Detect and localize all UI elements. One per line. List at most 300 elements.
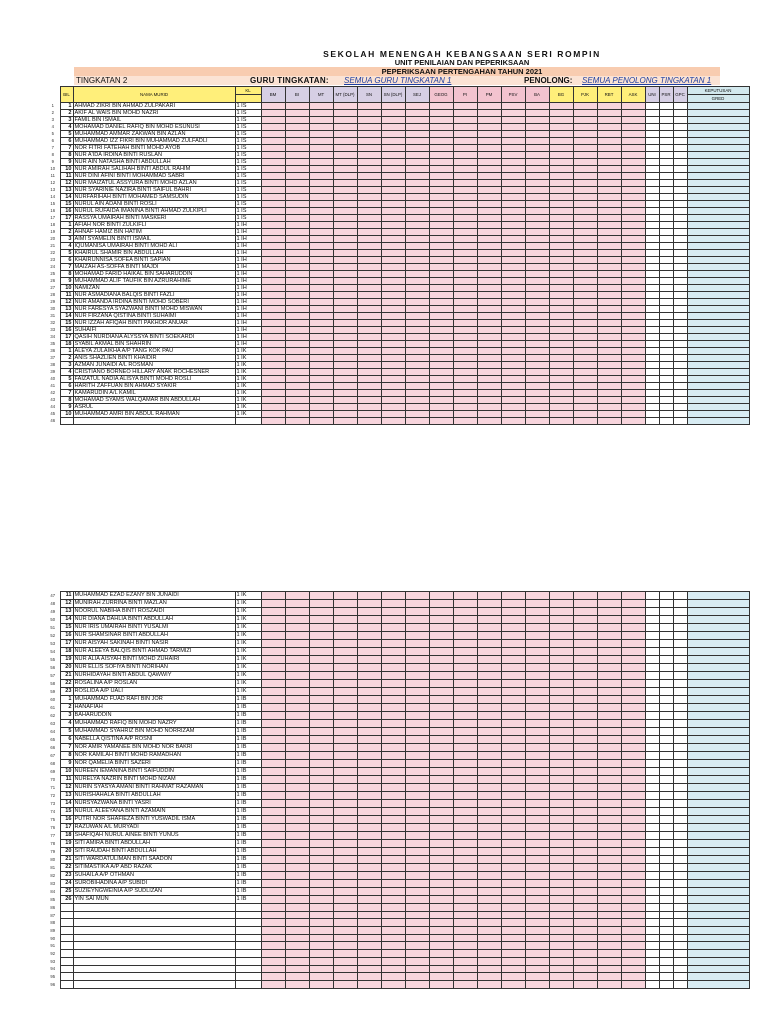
mark-cell[interactable] [261, 950, 285, 958]
cocurricular-cell[interactable] [659, 383, 673, 390]
mark-cell[interactable] [405, 980, 429, 988]
result-cell[interactable] [687, 872, 749, 880]
mark-cell[interactable] [429, 980, 453, 988]
mark-cell[interactable] [501, 768, 525, 776]
mark-cell[interactable] [597, 965, 621, 973]
mark-cell[interactable] [477, 608, 501, 616]
mark-cell[interactable] [309, 680, 333, 688]
mark-cell[interactable] [453, 194, 477, 201]
mark-cell[interactable] [597, 404, 621, 411]
mark-cell[interactable] [621, 187, 645, 194]
result-cell[interactable] [687, 608, 749, 616]
mark-cell[interactable] [261, 776, 285, 784]
cocurricular-cell[interactable] [645, 341, 659, 348]
mark-cell[interactable] [477, 856, 501, 864]
mark-cell[interactable] [549, 688, 573, 696]
mark-cell[interactable] [621, 640, 645, 648]
mark-cell[interactable] [453, 229, 477, 236]
mark-cell[interactable] [549, 334, 573, 341]
mark-cell[interactable] [573, 872, 597, 880]
mark-cell[interactable] [285, 180, 309, 187]
mark-cell[interactable] [525, 131, 549, 138]
mark-cell[interactable] [261, 824, 285, 832]
result-cell[interactable] [687, 327, 749, 334]
mark-cell[interactable] [357, 712, 381, 720]
cocurricular-cell[interactable] [645, 194, 659, 201]
cocurricular-cell[interactable] [673, 927, 687, 935]
mark-cell[interactable] [573, 728, 597, 736]
mark-cell[interactable] [405, 173, 429, 180]
mark-cell[interactable] [549, 840, 573, 848]
mark-cell[interactable] [597, 942, 621, 950]
mark-cell[interactable] [501, 348, 525, 355]
cocurricular-cell[interactable] [673, 117, 687, 124]
mark-cell[interactable] [381, 306, 405, 313]
cocurricular-cell[interactable] [645, 680, 659, 688]
mark-cell[interactable] [477, 390, 501, 397]
mark-cell[interactable] [501, 632, 525, 640]
result-cell[interactable] [687, 942, 749, 950]
mark-cell[interactable] [333, 880, 357, 888]
mark-cell[interactable] [477, 911, 501, 919]
mark-cell[interactable] [405, 138, 429, 145]
mark-cell[interactable] [477, 840, 501, 848]
mark-cell[interactable] [525, 904, 549, 912]
mark-cell[interactable] [333, 369, 357, 376]
mark-cell[interactable] [501, 616, 525, 624]
mark-cell[interactable] [309, 768, 333, 776]
cocurricular-cell[interactable] [673, 632, 687, 640]
mark-cell[interactable] [549, 872, 573, 880]
mark-cell[interactable] [357, 824, 381, 832]
mark-cell[interactable] [309, 110, 333, 117]
mark-cell[interactable] [381, 712, 405, 720]
mark-cell[interactable] [477, 299, 501, 306]
mark-cell[interactable] [573, 348, 597, 355]
mark-cell[interactable] [525, 306, 549, 313]
mark-cell[interactable] [333, 760, 357, 768]
mark-cell[interactable] [381, 904, 405, 912]
mark-cell[interactable] [333, 152, 357, 159]
mark-cell[interactable] [597, 736, 621, 744]
mark-cell[interactable] [285, 285, 309, 292]
mark-cell[interactable] [333, 872, 357, 880]
mark-cell[interactable] [549, 728, 573, 736]
mark-cell[interactable] [573, 973, 597, 981]
mark-cell[interactable] [501, 680, 525, 688]
result-cell[interactable] [687, 672, 749, 680]
mark-cell[interactable] [525, 173, 549, 180]
mark-cell[interactable] [309, 152, 333, 159]
result-cell[interactable] [687, 376, 749, 383]
cocurricular-cell[interactable] [673, 166, 687, 173]
mark-cell[interactable] [549, 313, 573, 320]
mark-cell[interactable] [573, 656, 597, 664]
mark-cell[interactable] [309, 864, 333, 872]
result-cell[interactable] [687, 980, 749, 988]
mark-cell[interactable] [261, 313, 285, 320]
mark-cell[interactable] [309, 736, 333, 744]
mark-cell[interactable] [525, 824, 549, 832]
cocurricular-cell[interactable] [659, 760, 673, 768]
mark-cell[interactable] [501, 236, 525, 243]
mark-cell[interactable] [597, 760, 621, 768]
mark-cell[interactable] [477, 362, 501, 369]
mark-cell[interactable] [381, 411, 405, 418]
cocurricular-cell[interactable] [659, 250, 673, 257]
cocurricular-cell[interactable] [659, 919, 673, 927]
mark-cell[interactable] [621, 736, 645, 744]
mark-cell[interactable] [381, 957, 405, 965]
mark-cell[interactable] [429, 927, 453, 935]
mark-cell[interactable] [501, 965, 525, 973]
mark-cell[interactable] [621, 592, 645, 600]
mark-cell[interactable] [549, 957, 573, 965]
mark-cell[interactable] [261, 712, 285, 720]
mark-cell[interactable] [597, 927, 621, 935]
mark-cell[interactable] [309, 215, 333, 222]
mark-cell[interactable] [453, 712, 477, 720]
mark-cell[interactable] [309, 124, 333, 131]
cocurricular-cell[interactable] [659, 664, 673, 672]
mark-cell[interactable] [549, 194, 573, 201]
mark-cell[interactable] [501, 159, 525, 166]
cocurricular-cell[interactable] [659, 145, 673, 152]
mark-cell[interactable] [573, 720, 597, 728]
mark-cell[interactable] [429, 616, 453, 624]
mark-cell[interactable] [477, 334, 501, 341]
mark-cell[interactable] [573, 334, 597, 341]
mark-cell[interactable] [405, 904, 429, 912]
mark-cell[interactable] [525, 840, 549, 848]
cocurricular-cell[interactable] [673, 656, 687, 664]
mark-cell[interactable] [453, 927, 477, 935]
mark-cell[interactable] [357, 166, 381, 173]
cocurricular-cell[interactable] [673, 648, 687, 656]
mark-cell[interactable] [525, 180, 549, 187]
cocurricular-cell[interactable] [659, 672, 673, 680]
mark-cell[interactable] [501, 376, 525, 383]
mark-cell[interactable] [453, 832, 477, 840]
mark-cell[interactable] [309, 888, 333, 896]
cocurricular-cell[interactable] [673, 744, 687, 752]
mark-cell[interactable] [597, 856, 621, 864]
mark-cell[interactable] [525, 872, 549, 880]
cocurricular-cell[interactable] [645, 278, 659, 285]
mark-cell[interactable] [405, 243, 429, 250]
mark-cell[interactable] [309, 397, 333, 404]
mark-cell[interactable] [453, 131, 477, 138]
mark-cell[interactable] [357, 110, 381, 117]
mark-cell[interactable] [573, 306, 597, 313]
cocurricular-cell[interactable] [645, 744, 659, 752]
cocurricular-cell[interactable] [673, 768, 687, 776]
mark-cell[interactable] [261, 616, 285, 624]
mark-cell[interactable] [621, 927, 645, 935]
result-cell[interactable] [687, 957, 749, 965]
mark-cell[interactable] [573, 784, 597, 792]
mark-cell[interactable] [381, 648, 405, 656]
mark-cell[interactable] [549, 800, 573, 808]
mark-cell[interactable] [477, 292, 501, 299]
cocurricular-cell[interactable] [659, 313, 673, 320]
cocurricular-cell[interactable] [673, 965, 687, 973]
mark-cell[interactable] [381, 131, 405, 138]
mark-cell[interactable] [333, 927, 357, 935]
mark-cell[interactable] [357, 744, 381, 752]
mark-cell[interactable] [477, 973, 501, 981]
cocurricular-cell[interactable] [659, 201, 673, 208]
mark-cell[interactable] [285, 608, 309, 616]
result-cell[interactable] [687, 418, 749, 425]
mark-cell[interactable] [573, 110, 597, 117]
mark-cell[interactable] [333, 688, 357, 696]
mark-cell[interactable] [453, 792, 477, 800]
cocurricular-cell[interactable] [645, 152, 659, 159]
mark-cell[interactable] [285, 942, 309, 950]
mark-cell[interactable] [285, 824, 309, 832]
mark-cell[interactable] [597, 229, 621, 236]
mark-cell[interactable] [309, 592, 333, 600]
cocurricular-cell[interactable] [645, 720, 659, 728]
mark-cell[interactable] [501, 390, 525, 397]
cocurricular-cell[interactable] [645, 768, 659, 776]
mark-cell[interactable] [333, 934, 357, 942]
mark-cell[interactable] [429, 257, 453, 264]
result-cell[interactable] [687, 696, 749, 704]
mark-cell[interactable] [549, 397, 573, 404]
mark-cell[interactable] [525, 760, 549, 768]
mark-cell[interactable] [309, 257, 333, 264]
cocurricular-cell[interactable] [645, 672, 659, 680]
mark-cell[interactable] [573, 355, 597, 362]
mark-cell[interactable] [333, 306, 357, 313]
mark-cell[interactable] [477, 257, 501, 264]
mark-cell[interactable] [501, 919, 525, 927]
cocurricular-cell[interactable] [659, 808, 673, 816]
mark-cell[interactable] [357, 404, 381, 411]
mark-cell[interactable] [429, 624, 453, 632]
mark-cell[interactable] [597, 208, 621, 215]
result-cell[interactable] [687, 124, 749, 131]
mark-cell[interactable] [573, 271, 597, 278]
mark-cell[interactable] [309, 229, 333, 236]
mark-cell[interactable] [285, 362, 309, 369]
mark-cell[interactable] [597, 896, 621, 904]
mark-cell[interactable] [405, 397, 429, 404]
mark-cell[interactable] [501, 824, 525, 832]
mark-cell[interactable] [357, 376, 381, 383]
mark-cell[interactable] [261, 888, 285, 896]
mark-cell[interactable] [501, 608, 525, 616]
mark-cell[interactable] [525, 250, 549, 257]
mark-cell[interactable] [381, 608, 405, 616]
mark-cell[interactable] [621, 712, 645, 720]
mark-cell[interactable] [477, 680, 501, 688]
mark-cell[interactable] [357, 752, 381, 760]
mark-cell[interactable] [285, 103, 309, 110]
cocurricular-cell[interactable] [645, 648, 659, 656]
mark-cell[interactable] [549, 632, 573, 640]
cocurricular-cell[interactable] [659, 418, 673, 425]
mark-cell[interactable] [549, 752, 573, 760]
mark-cell[interactable] [285, 973, 309, 981]
mark-cell[interactable] [261, 194, 285, 201]
mark-cell[interactable] [261, 624, 285, 632]
mark-cell[interactable] [621, 672, 645, 680]
mark-cell[interactable] [429, 327, 453, 334]
mark-cell[interactable] [501, 397, 525, 404]
cocurricular-cell[interactable] [645, 872, 659, 880]
cocurricular-cell[interactable] [645, 656, 659, 664]
mark-cell[interactable] [309, 355, 333, 362]
mark-cell[interactable] [549, 327, 573, 334]
mark-cell[interactable] [429, 728, 453, 736]
mark-cell[interactable] [261, 980, 285, 988]
mark-cell[interactable] [549, 187, 573, 194]
mark-cell[interactable] [381, 752, 405, 760]
mark-cell[interactable] [333, 411, 357, 418]
cocurricular-cell[interactable] [645, 848, 659, 856]
mark-cell[interactable] [621, 904, 645, 912]
mark-cell[interactable] [357, 278, 381, 285]
mark-cell[interactable] [597, 672, 621, 680]
mark-cell[interactable] [501, 292, 525, 299]
mark-cell[interactable] [573, 369, 597, 376]
mark-cell[interactable] [477, 919, 501, 927]
mark-cell[interactable] [621, 341, 645, 348]
mark-cell[interactable] [573, 404, 597, 411]
result-cell[interactable] [687, 103, 749, 110]
mark-cell[interactable] [405, 864, 429, 872]
mark-cell[interactable] [501, 864, 525, 872]
mark-cell[interactable] [261, 608, 285, 616]
mark-cell[interactable] [525, 355, 549, 362]
mark-cell[interactable] [261, 187, 285, 194]
mark-cell[interactable] [261, 278, 285, 285]
mark-cell[interactable] [477, 404, 501, 411]
mark-cell[interactable] [333, 159, 357, 166]
mark-cell[interactable] [429, 145, 453, 152]
result-cell[interactable] [687, 919, 749, 927]
result-cell[interactable] [687, 187, 749, 194]
mark-cell[interactable] [333, 600, 357, 608]
mark-cell[interactable] [525, 187, 549, 194]
mark-cell[interactable] [453, 418, 477, 425]
mark-cell[interactable] [405, 965, 429, 973]
cocurricular-cell[interactable] [673, 236, 687, 243]
mark-cell[interactable] [261, 728, 285, 736]
mark-cell[interactable] [285, 152, 309, 159]
mark-cell[interactable] [573, 680, 597, 688]
result-cell[interactable] [687, 292, 749, 299]
mark-cell[interactable] [597, 222, 621, 229]
mark-cell[interactable] [381, 194, 405, 201]
mark-cell[interactable] [405, 664, 429, 672]
mark-cell[interactable] [573, 942, 597, 950]
mark-cell[interactable] [261, 600, 285, 608]
mark-cell[interactable] [333, 980, 357, 988]
result-cell[interactable] [687, 215, 749, 222]
mark-cell[interactable] [621, 278, 645, 285]
mark-cell[interactable] [285, 856, 309, 864]
cocurricular-cell[interactable] [659, 243, 673, 250]
mark-cell[interactable] [525, 640, 549, 648]
cocurricular-cell[interactable] [659, 973, 673, 981]
mark-cell[interactable] [333, 656, 357, 664]
mark-cell[interactable] [549, 640, 573, 648]
mark-cell[interactable] [501, 320, 525, 327]
mark-cell[interactable] [549, 919, 573, 927]
cocurricular-cell[interactable] [659, 173, 673, 180]
mark-cell[interactable] [525, 145, 549, 152]
result-cell[interactable] [687, 808, 749, 816]
mark-cell[interactable] [573, 760, 597, 768]
mark-cell[interactable] [261, 800, 285, 808]
mark-cell[interactable] [261, 173, 285, 180]
mark-cell[interactable] [597, 919, 621, 927]
mark-cell[interactable] [573, 624, 597, 632]
cocurricular-cell[interactable] [645, 973, 659, 981]
mark-cell[interactable] [525, 299, 549, 306]
mark-cell[interactable] [477, 824, 501, 832]
mark-cell[interactable] [333, 292, 357, 299]
cocurricular-cell[interactable] [673, 201, 687, 208]
result-cell[interactable] [687, 208, 749, 215]
cocurricular-cell[interactable] [645, 236, 659, 243]
cocurricular-cell[interactable] [673, 390, 687, 397]
result-cell[interactable] [687, 680, 749, 688]
mark-cell[interactable] [501, 418, 525, 425]
cocurricular-cell[interactable] [659, 632, 673, 640]
mark-cell[interactable] [429, 110, 453, 117]
cocurricular-cell[interactable] [659, 728, 673, 736]
cocurricular-cell[interactable] [645, 187, 659, 194]
mark-cell[interactable] [621, 768, 645, 776]
mark-cell[interactable] [381, 856, 405, 864]
cocurricular-cell[interactable] [673, 306, 687, 313]
mark-cell[interactable] [573, 608, 597, 616]
mark-cell[interactable] [453, 215, 477, 222]
cocurricular-cell[interactable] [645, 816, 659, 824]
mark-cell[interactable] [525, 704, 549, 712]
mark-cell[interactable] [333, 864, 357, 872]
mark-cell[interactable] [525, 236, 549, 243]
mark-cell[interactable] [381, 784, 405, 792]
mark-cell[interactable] [621, 950, 645, 958]
cocurricular-cell[interactable] [673, 800, 687, 808]
mark-cell[interactable] [525, 117, 549, 124]
mark-cell[interactable] [405, 334, 429, 341]
mark-cell[interactable] [261, 942, 285, 950]
mark-cell[interactable] [429, 911, 453, 919]
mark-cell[interactable] [285, 264, 309, 271]
mark-cell[interactable] [405, 672, 429, 680]
mark-cell[interactable] [621, 880, 645, 888]
mark-cell[interactable] [405, 341, 429, 348]
mark-cell[interactable] [573, 166, 597, 173]
mark-cell[interactable] [309, 973, 333, 981]
mark-cell[interactable] [309, 243, 333, 250]
mark-cell[interactable] [453, 592, 477, 600]
mark-cell[interactable] [477, 166, 501, 173]
mark-cell[interactable] [333, 334, 357, 341]
mark-cell[interactable] [405, 299, 429, 306]
mark-cell[interactable] [501, 800, 525, 808]
mark-cell[interactable] [501, 285, 525, 292]
mark-cell[interactable] [357, 640, 381, 648]
mark-cell[interactable] [573, 145, 597, 152]
